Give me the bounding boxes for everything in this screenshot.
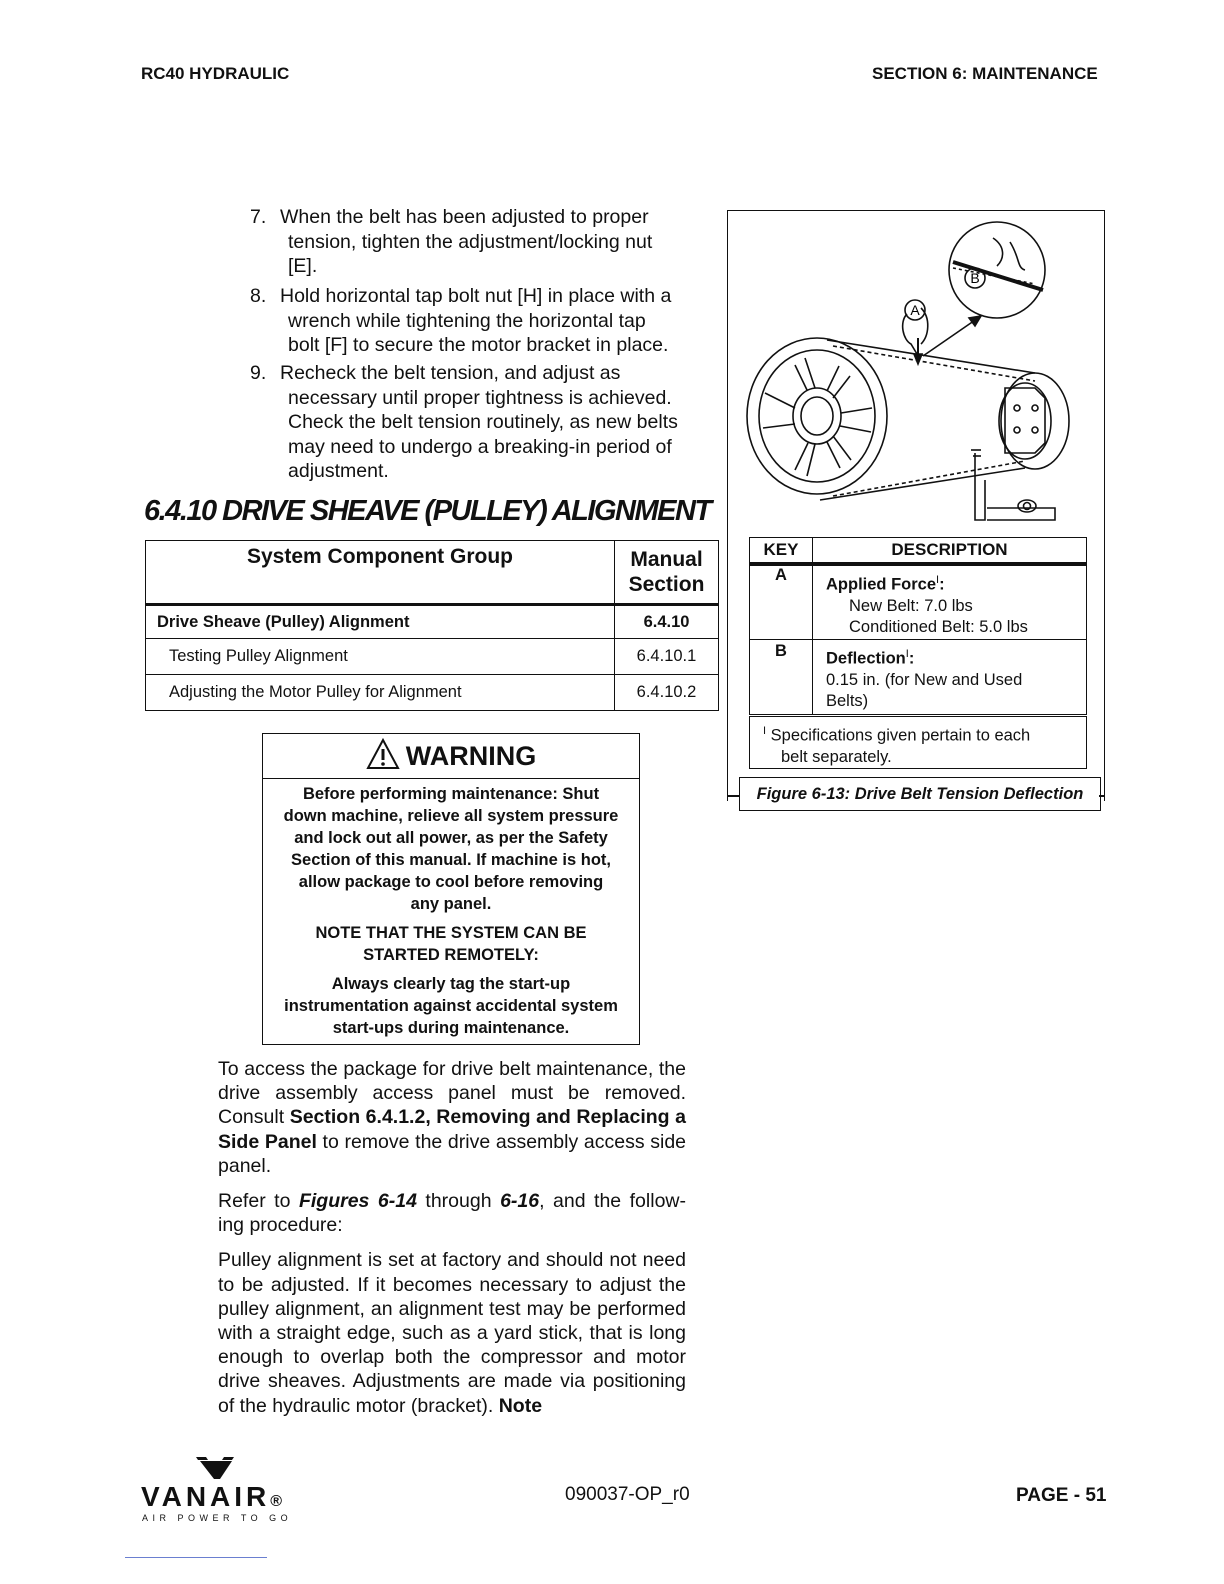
figure-reference: 6-16 (500, 1190, 540, 1213)
callout-b: B (970, 270, 980, 286)
warning-title: WARNING (405, 741, 537, 771)
description-header: DESCRIPTION (813, 538, 1087, 564)
detail-magnifier (949, 222, 1045, 318)
step-line: tension, tighten the adjustment/locking nut (288, 230, 653, 253)
step-9 (250, 361, 710, 485)
step-line: When the belt has been adjusted to proper (280, 206, 649, 228)
footnote-ref: I (936, 573, 940, 586)
text-run: Refer to (218, 1190, 299, 1213)
table-row (750, 715, 1087, 769)
logo-registered: ® (270, 1493, 283, 1510)
text-run: to remove the drive assembly access side panel. (218, 1130, 687, 1177)
step-line: necessary until proper tightness is achieved. (288, 386, 672, 409)
footer-rule (125, 1557, 267, 1558)
section-reference: Section 6.4.1.2, Removing and Replacing a Side Panel (218, 1106, 686, 1153)
vanair-logo-icon (196, 1455, 236, 1481)
deflection-title: Deflection (826, 649, 906, 667)
key-header: KEY (750, 538, 813, 564)
paragraph-refer (218, 1189, 686, 1237)
header-left: RC40 HYDRAULIC (141, 64, 290, 83)
table-cell: Testing Pulley Alignment (146, 639, 615, 675)
header-right: SECTION 6: MAINTENANCE (872, 64, 1098, 83)
text-run: To access the package for drive belt maintenance, the drive assembly access panel must be removed. Consult (218, 1058, 686, 1129)
table-cell: Adjusting the Motor Pulley for Alignment (146, 675, 615, 711)
table-cell: 6.4.10.1 (615, 639, 719, 675)
step-line: may need to undergo a breaking-in period of (288, 435, 672, 458)
table-cell: 6.4.10 (615, 605, 719, 639)
step-line: wrench while tightening the horizontal tap (288, 309, 646, 332)
conditioned-belt-force: Conditioned Belt: 5.0 lbs (849, 618, 1028, 636)
warning-title-row (263, 734, 639, 779)
table-row (750, 639, 1087, 715)
step-line: Hold horizontal tap bolt nut [H] in place with a (280, 285, 672, 307)
vanair-logo (141, 1455, 311, 1525)
footnote-mark: I (763, 724, 767, 737)
warning-text: Before performing maintenance: Shut down machine, relieve all system pressure and lock out all power, as per the Safety Section of this manual. If machine is hot, allow package to cool before removing any panel. (283, 785, 619, 913)
column-header-group: System Component Group (146, 541, 615, 605)
warning-triangle-icon (366, 738, 400, 770)
frame-corner (1099, 795, 1105, 797)
table-cell: A (750, 564, 813, 640)
step-line: [E]. (288, 255, 318, 277)
table-cell: Drive Sheave (Pulley) Alignment (146, 605, 615, 639)
footnote-text: Specifications given pertain to each (770, 726, 1031, 744)
step-line: bolt [F] to secure the motor bracket in place. (288, 334, 669, 356)
paragraph-alignment (218, 1248, 686, 1417)
body-text (218, 1057, 686, 1418)
drive-belt-drawing (735, 218, 1095, 530)
new-belt-force: New Belt: 7.0 lbs (849, 596, 973, 615)
step-line: Check the belt tension routinely, as new belts (288, 411, 678, 433)
logo-text: VANAIR (141, 1481, 271, 1512)
note-label: Note (498, 1394, 543, 1417)
deflection-value-cont: Belts) (826, 692, 869, 710)
figure-caption: Figure 6-13: Drive Belt Tension Deflection (739, 777, 1101, 811)
key-table (749, 537, 1087, 769)
callout-a: A (910, 302, 920, 318)
footnote-cell (750, 715, 1087, 769)
component-table (145, 540, 719, 711)
table-row (146, 675, 719, 711)
table-cell: B (750, 639, 813, 715)
logo-wordmark (141, 1481, 282, 1513)
deflection-value: 0.15 in. (for New and Used (826, 670, 1023, 689)
warning-tag-note: Always clearly tag the start-up instrumentation against accidental system start-ups during maintenance. (284, 975, 618, 1037)
text-run: through (416, 1190, 501, 1213)
large-pulley-outer (747, 338, 887, 494)
footnote-text-cont: belt separately. (781, 747, 892, 766)
table-cell: 6.4.10.2 (615, 675, 719, 711)
column-header-section: Manual Section (615, 541, 719, 605)
section-heading: 6.4.10 DRIVE SHEAVE (PULLEY) ALIGNMENT (144, 495, 711, 527)
text-run: , and the follow-ing procedure: (218, 1190, 686, 1237)
footnote-ref: I (905, 647, 909, 660)
figure-reference: Figures 6-14 (298, 1190, 417, 1213)
step-number: 8. (250, 285, 267, 307)
frame-corner (727, 795, 739, 797)
table-row (750, 564, 1087, 640)
table-cell: Applied Force$^I$: New Belt: 7.0 lbs Conditioned Belt: 5.0 lbs (813, 564, 1087, 640)
table-row (146, 639, 719, 675)
logo-tagline: AIR POWER TO GO (142, 1513, 293, 1523)
step-8 (250, 284, 710, 359)
document-number: 090037-OP_r0 (565, 1484, 690, 1505)
step-line: Recheck the belt tension, and adjust as (280, 362, 621, 384)
applied-force-title: Applied Force (826, 575, 937, 593)
paragraph-access (218, 1057, 686, 1178)
warning-box (262, 733, 640, 1045)
step-number: 7. (250, 206, 267, 228)
text-run: Pulley alignment is set at factory and should not need to be adjusted. If it becomes necessary to adjust the pulley alignment, an alignment test may be performed with a straight edge, such as a yard stick, that is long enough to overlap both the compressor and motor drive sheaves. Adjustments are made via positioning of the hydraulic motor (bracket). (218, 1249, 686, 1417)
step-line: adjustment. (288, 460, 389, 482)
table-cell: Deflection$^I$: 0.15 in. (for New and Used Belts) (813, 639, 1087, 715)
table-row (146, 605, 719, 639)
belt-top (827, 340, 1035, 373)
page-number: PAGE - 51 (1016, 1485, 1107, 1506)
step-number: 9. (250, 362, 267, 384)
warning-remote-note: NOTE THAT THE SYSTEM CAN BE STARTED REMOTELY: (315, 924, 587, 964)
step-7 (250, 205, 710, 280)
